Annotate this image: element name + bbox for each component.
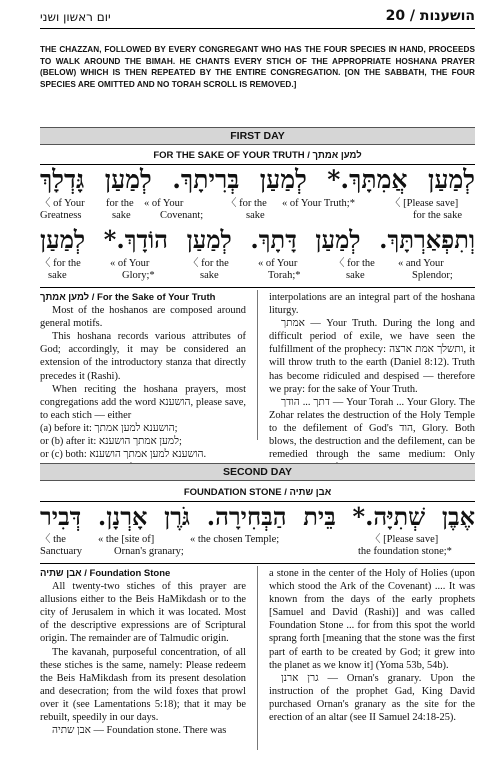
second-day-commentary-right bbox=[269, 567, 475, 724]
running-head bbox=[40, 6, 475, 29]
gloss-item: 〈 for the bbox=[334, 258, 375, 269]
column-divider bbox=[257, 290, 258, 440]
gloss-item: 〈 for the bbox=[40, 258, 81, 269]
gloss-item: « of Your bbox=[144, 198, 184, 209]
gloss-item: for the bbox=[106, 198, 134, 209]
gloss-item: Sanctuary bbox=[40, 546, 82, 557]
running-head-hebrew: יום ראשון ושני bbox=[40, 10, 111, 24]
gloss-item: 〈 [Please save] bbox=[370, 534, 439, 545]
gloss-item: Covenant; bbox=[160, 210, 204, 221]
second-day-bar: SECOND DAY bbox=[40, 463, 475, 481]
first-day-commentary-left bbox=[40, 291, 246, 474]
page-title: 20 / הושענות bbox=[385, 8, 475, 24]
gloss-item: sake bbox=[112, 210, 131, 221]
divider bbox=[40, 563, 475, 564]
commentary-paragraph: interpolations are an integral part of the hoshana liturgy. bbox=[269, 292, 475, 317]
gloss-item: Greatness bbox=[40, 210, 82, 221]
gloss-item: « of Your bbox=[110, 258, 150, 269]
second-day-gloss bbox=[40, 534, 475, 560]
commentary-paragraph: When reciting the hoshana prayers, most congregations add the word הושענא, please save, to each stich — either bbox=[40, 383, 246, 421]
gloss-item: Torah;* bbox=[268, 270, 301, 281]
gloss-item: « of Your bbox=[258, 258, 298, 269]
gloss-item: Ornan's granary; bbox=[114, 546, 184, 557]
commentary-option: or (b) after it: למען אמתך הושענא; bbox=[40, 436, 182, 448]
gloss-item: 〈 the bbox=[40, 534, 66, 545]
commentary-heading: למען אמתך / For the Sake of Your Truth bbox=[40, 292, 216, 303]
first-day-gloss-2 bbox=[40, 258, 475, 284]
first-day-hebrew-line-2: וְתִפְאַרְתָּךְ. לְמַעַן דָּתָךְ. לְמַעַן הוֹדָךְ.* לְמַעַן bbox=[40, 225, 475, 254]
commentary-heading: אבן שתיה / Foundation Stone bbox=[40, 568, 171, 579]
gloss-item: 〈 for the bbox=[226, 198, 267, 209]
gloss-item: 〈 of Your bbox=[40, 198, 85, 209]
page bbox=[40, 0, 475, 761]
commentary-paragraph: a stone in the center of the Holy of Holies (upon which stood the Ark of the Covenant) .... It was known from the days of the early prophets [Samuel and David (Rashi)] and was called Foundation Stone ... for from this spot the world sprang forth [meaning that the stone was the first part of earth to be created by God; it grew into the planet as we know it] (Yoma 53b, 54b). bbox=[269, 568, 475, 671]
first-day-bar: FIRST DAY bbox=[40, 127, 475, 145]
gloss-item: sake bbox=[200, 270, 219, 281]
divider bbox=[40, 287, 475, 288]
gloss-item: sake bbox=[346, 270, 365, 281]
commentary-paragraph: אבן שתיה — Foundation stone. There was bbox=[52, 725, 227, 737]
instruction-text: THE CHAZZAN, FOLLOWED BY EVERY CONGREGANT WHO HAS THE FOUR SPECIES IN HAND, PROCEEDS TO WALK AROUND THE BIMAH. HE CHANTS EVERY STICH OF THE APPROPRIATE HOSHANA PRAYER (BELOW) WHICH IS THEN REPEATED BY THE ENTIRE CONGREGATION. [ON THE SABBATH, THE FOUR SPECIES ARE OMITTED AND NO TORAH SCROLL IS REMOVED.] bbox=[40, 45, 475, 89]
gloss-item: « and Your bbox=[398, 258, 444, 269]
commentary-option: (a) before it: הושענא למען אמתך; bbox=[40, 422, 178, 434]
second-day-subhead: FOUNDATION STONE / אבן שתיה bbox=[183, 487, 332, 498]
first-day-hebrew-line-1: לְמַעַן אֲמִתָּךְ.* לְמַעַן בְּרִיתָךְ. לְמַעַן גָּדְלָךְ bbox=[40, 165, 475, 194]
second-day-commentary-left bbox=[40, 567, 246, 737]
gloss-item: the foundation stone;* bbox=[358, 546, 452, 557]
commentary-paragraph: גרן ארנן — Ornan's granary. Upon the instruction of the prophet Gad, King David purchased Ornan's granary as the site for the erection of an altar (see II Samuel 24:18-25). bbox=[269, 672, 475, 724]
gloss-item: « the chosen Temple; bbox=[190, 534, 280, 545]
commentary-paragraph: This hoshana records various attributes of God; accordingly, it may be considered an extension of the introductory stanza that directly precedes it (Rashi). bbox=[40, 331, 246, 382]
column-divider bbox=[257, 566, 258, 750]
commentary-option: or (c) both: הושענא למען אמתך הושענא. bbox=[40, 449, 207, 461]
gloss-item: for the sake bbox=[413, 210, 462, 221]
first-day-commentary-right bbox=[269, 291, 475, 474]
second-day-hebrew-line: אֶבֶן שְׁתִיָּה.* בֵּית הַבְּחִירָה. גֹּרֶן אָרְנָן. דְּבִיר bbox=[40, 502, 475, 531]
gloss-item: Glory;* bbox=[122, 270, 155, 281]
gloss-item: sake bbox=[48, 270, 67, 281]
commentary-paragraph: The kavanah, purposeful concentration, of all these stiches is the same, namely: Please redeem the Beis HaMikdash from its present desolation and desecration; from the wild foxes that prowl over it (see Lamentations 5:18); that it may be rebuilt, speedily in our days. bbox=[40, 646, 246, 724]
gloss-item: sake bbox=[246, 210, 265, 221]
gloss-item: « the [site of] bbox=[98, 534, 155, 545]
gloss-item: 〈 for the bbox=[188, 258, 229, 269]
commentary-paragraph: דתך ... הודך — Your Torah ... Your Glory. The Zohar relates the destruction of the Holy Temple to the defilement of God's הוד, Glory. Both blows, the destruction and the defilement, can be remedied through the same medium: Only bbox=[269, 396, 475, 461]
first-day-subhead: FOR THE SAKE OF YOUR TRUTH / למען אמתך bbox=[153, 150, 362, 161]
commentary-paragraph: Most of the hoshanos are composed around general motifs. bbox=[40, 305, 246, 330]
gloss-item: Splendor; bbox=[412, 270, 453, 281]
commentary-paragraph: All twenty-two stiches of this prayer are allusions either to the Beis HaMikdash or to the city of Jerusalem in which it was located. Most of the descriptive expressions are of Scriptural origin. The remainder are of Talmudic origin. bbox=[40, 581, 246, 645]
gloss-item: « of Your Truth;* bbox=[282, 198, 355, 209]
first-day-gloss-1 bbox=[40, 198, 475, 224]
commentary-paragraph: אמתך — Your Truth. During the long and difficult period of exile, we have seen the fulfillment of the prophecy: ותשלך אמת ארצה, it will throw truth to the earth (Daniel 8:12). Truth has become ridiculed and despised — therefore we pray: for the sake of Your Truth. bbox=[269, 318, 475, 395]
gloss-item: 〈 [Please save] bbox=[390, 198, 459, 209]
